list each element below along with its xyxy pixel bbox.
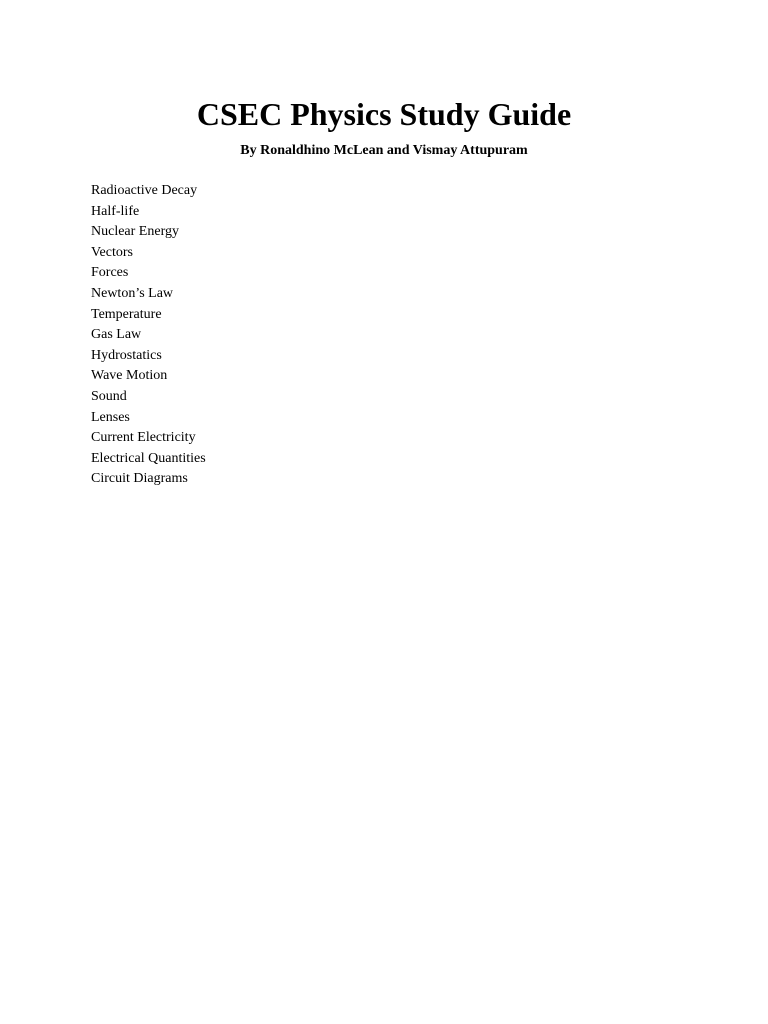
topic-item: Half-life <box>91 203 140 219</box>
topic-item: Current Electricity <box>91 430 196 446</box>
topic-item: Sound <box>91 388 127 404</box>
topic-item: Gas Law <box>91 327 142 343</box>
topic-item: Wave Motion <box>91 368 168 384</box>
document-authors: By Ronaldhino McLean and Vismay Attupuram <box>240 143 528 158</box>
topic-item: Circuit Diagrams <box>91 471 188 487</box>
topic-list <box>91 181 206 490</box>
topic-item: Electrical Quantities <box>91 450 206 466</box>
topic-item: Hydrostatics <box>91 347 162 363</box>
topic-item: Forces <box>91 265 129 281</box>
topic-item: Nuclear Energy <box>91 224 179 240</box>
topic-item: Lenses <box>91 409 130 425</box>
topic-item: Radioactive Decay <box>91 183 198 198</box>
topic-item: Temperature <box>91 306 162 322</box>
document-title: CSEC Physics Study Guide <box>196 96 572 132</box>
topic-item: Vectors <box>91 244 133 260</box>
topic-item: Newton’s Law <box>91 285 174 301</box>
